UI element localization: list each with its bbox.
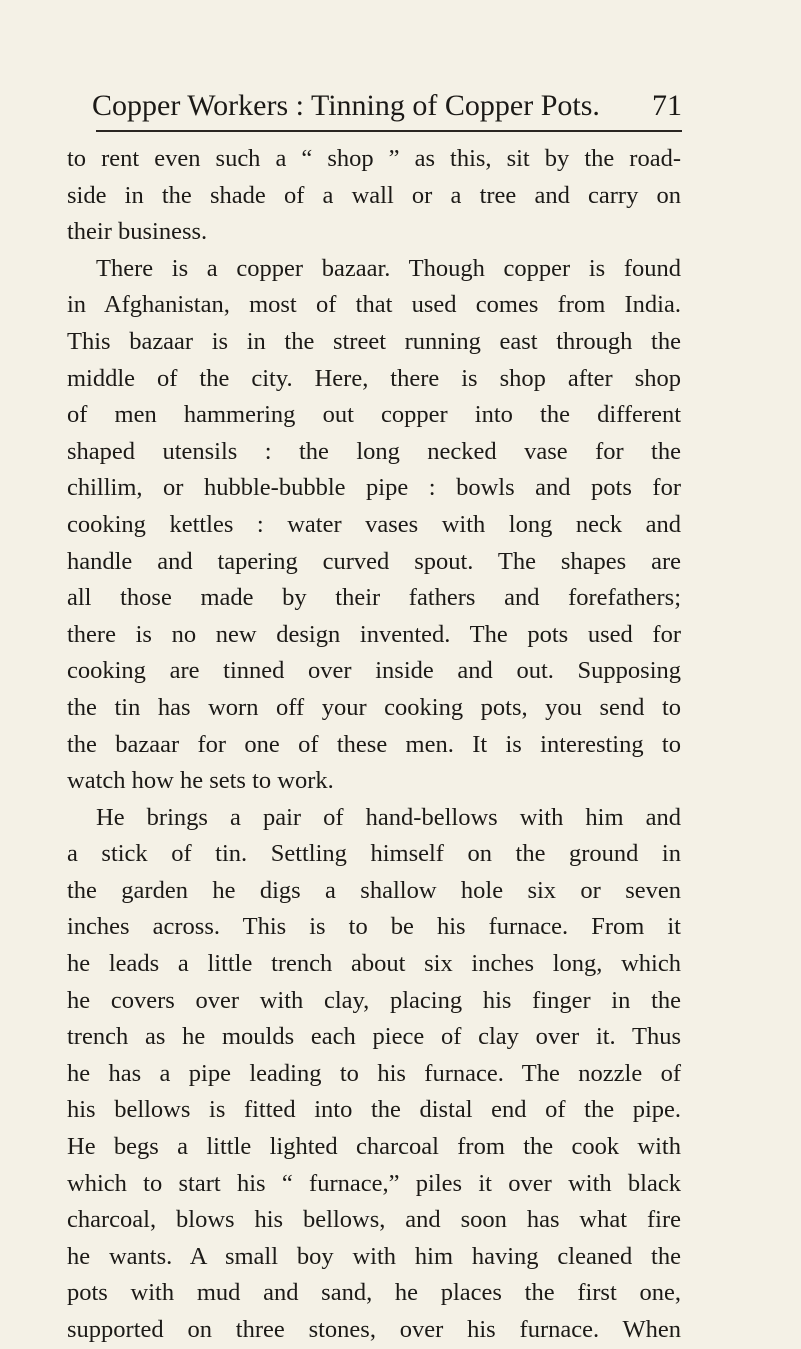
- header-rule: [96, 130, 682, 132]
- text-line: the bazaar for one of these men. It is interesting to: [67, 730, 681, 758]
- text-line: supported on three stones, over his furnace. When: [67, 1316, 681, 1343]
- running-head: [92, 84, 682, 128]
- text-line: there is no new design invented. The pots used for: [67, 620, 681, 648]
- text-line: middle of the city. Here, there is shop after shop: [67, 364, 681, 392]
- body-text: [67, 141, 681, 1349]
- running-title: Copper Workers : Tinning of Copper Pots.: [92, 89, 600, 122]
- text-line: the garden he digs a shallow hole six or seven: [67, 876, 681, 904]
- text-line: cooking are tinned over inside and out. Supposing: [67, 657, 681, 685]
- text-line: he wants. A small boy with him having cleaned the: [67, 1242, 681, 1270]
- text-line: all those made by their fathers and forefathers;: [67, 584, 681, 612]
- text-line: the tin has worn off your cooking pots, you send to: [67, 693, 681, 721]
- page-number: 71: [652, 89, 682, 122]
- text-line: shaped utensils : the long necked vase for the: [67, 437, 681, 465]
- text-line: chillim, or hubble-bubble pipe : bowls and pots for: [67, 474, 681, 502]
- text-line: trench as he moulds each piece of clay over it. Thus: [67, 1023, 681, 1051]
- text-line: their business.: [67, 218, 208, 246]
- text-line: he leads a little trench about six inches long, which: [67, 950, 681, 978]
- text-line: he covers over with clay, placing his finger in the: [67, 986, 681, 1014]
- text-line: his bellows is fitted into the distal end of the pipe.: [67, 1096, 681, 1124]
- text-line: cooking kettles : water vases with long neck and: [67, 510, 681, 538]
- text-line: he has a pipe leading to his furnace. The nozzle of: [67, 1059, 681, 1087]
- text-line: side in the shade of a wall or a tree and carry on: [67, 181, 681, 209]
- text-line: to rent even such a “ shop ” as this, sit by the road-: [67, 145, 681, 172]
- text-line: a stick of tin. Settling himself on the ground in: [67, 840, 681, 868]
- text-line: watch how he sets to work.: [67, 767, 334, 795]
- text-line: in Afghanistan, most of that used comes from India.: [67, 291, 681, 319]
- text-line: pots with mud and sand, he places the first one,: [67, 1279, 681, 1307]
- text-line: There is a copper bazaar. Though copper is found: [96, 254, 681, 282]
- text-line: This bazaar is in the street running east through the: [67, 327, 681, 355]
- text-line: of men hammering out copper into the different: [67, 401, 681, 429]
- text-line: charcoal, blows his bellows, and soon has what fire: [67, 1206, 681, 1234]
- text-line: handle and tapering curved spout. The shapes are: [67, 547, 681, 575]
- text-line: He begs a little lighted charcoal from the cook with: [67, 1133, 681, 1161]
- text-line: He brings a pair of hand-bellows with him and: [96, 803, 681, 831]
- text-line: inches across. This is to be his furnace. From it: [67, 913, 681, 941]
- text-line: which to start his “ furnace,” piles it over with black: [67, 1169, 681, 1197]
